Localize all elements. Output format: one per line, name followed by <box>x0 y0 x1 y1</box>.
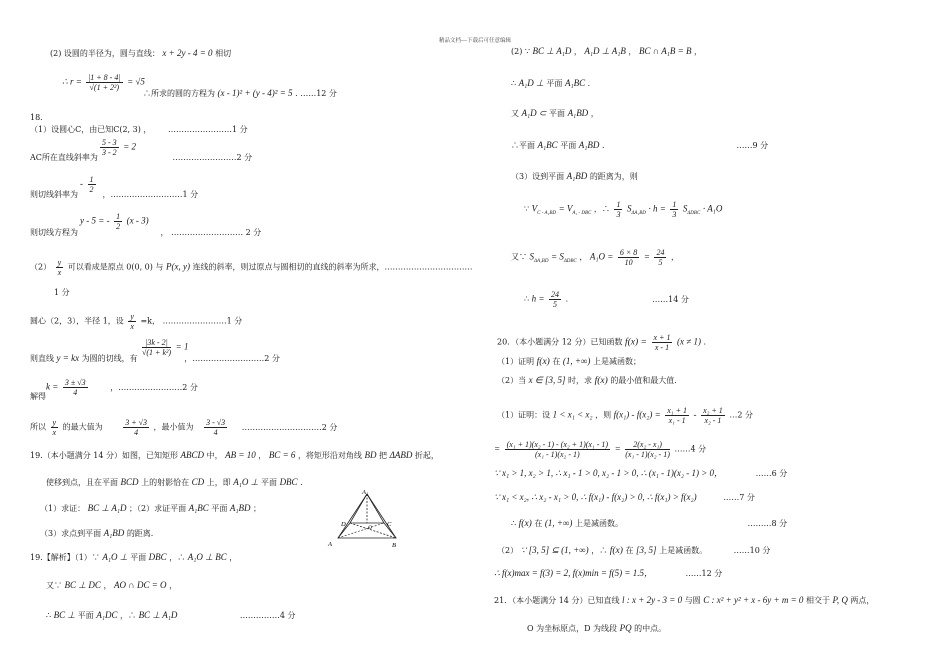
math: BC ⊥ A₁D <box>138 610 178 620</box>
math: BC ⊥ A₁D <box>87 503 127 513</box>
text: 又∵ <box>511 252 527 262</box>
text: 时，求 <box>568 376 593 385</box>
problem-21 <box>494 595 874 606</box>
problem-19-line2 <box>46 477 308 488</box>
text: 使移到点，且在平面 <box>46 478 118 487</box>
text: 两点， <box>850 596 875 605</box>
fraction: $\frac{1}{3}$ <box>616 200 621 219</box>
math: A₁DC <box>96 610 118 620</box>
text: ，最小值为 <box>153 422 194 432</box>
math: C - A₁BD <box>537 211 557 217</box>
text: 上的射影恰在 <box>141 478 190 487</box>
math: A₁O ⊥ <box>233 477 259 487</box>
math: BC = 6 <box>268 450 296 460</box>
math: (1, +∞) <box>544 518 573 528</box>
text: 又 <box>511 109 519 118</box>
math: y - 5 = - <box>80 215 110 226</box>
text: ，∴ <box>591 546 608 555</box>
text: 则切线斜率为 <box>30 190 78 199</box>
math: (1, +∞) <box>562 356 591 366</box>
math: A₁BD <box>229 503 251 513</box>
text: （3）求点到平面 <box>40 529 102 538</box>
line-max-min <box>30 418 337 437</box>
math: AB = 10 <box>225 450 256 460</box>
score-note: ，………………………2 分 <box>184 354 280 363</box>
math: DBC <box>279 477 298 487</box>
math: ΔA₁BD <box>631 211 646 217</box>
math: = 2 <box>123 141 137 152</box>
math: 1 < x₁ < x₂ <box>552 409 593 420</box>
text: 19.【解析】（1）∵ <box>30 553 100 562</box>
fraction: $\frac{\text{x₂ + 1}}{\text{x₂ - 1}}$ <box>703 406 723 425</box>
math: f(x₁) - f(x₂) = <box>613 409 661 420</box>
score-note: . ……12 分 <box>295 89 337 98</box>
fraction: $\frac{5 - 3}{3 - 2}$ <box>102 138 117 157</box>
text: ． <box>565 294 574 304</box>
math: A₁BD <box>578 140 600 150</box>
text: 相交于 <box>805 596 830 605</box>
text: 解得 <box>30 392 46 401</box>
text: 可以看成是原点 0(0, 0) 与 <box>67 262 164 272</box>
text: （1）设圆心C，由已知C(2, 3) ， <box>30 125 152 134</box>
r-line-3 <box>511 108 599 119</box>
r-line-5 <box>511 171 638 182</box>
math: ∵ [3, 5] ⊆ (1, +∞) <box>520 545 589 555</box>
math: A₁D ⊂ <box>521 108 547 118</box>
math: (x ≠ 1) <box>677 336 701 347</box>
label-b: B <box>392 542 396 549</box>
text: 平面 <box>261 478 278 487</box>
r-line-2 <box>511 78 596 89</box>
text: 平面 <box>130 553 147 562</box>
score-note: ，……………………2 分 <box>110 382 198 392</box>
math: A₁O = <box>589 251 614 262</box>
solution-20-part2 <box>497 545 770 556</box>
text: (2) ∵ <box>511 47 530 56</box>
score-note: …2 分 <box>729 410 753 420</box>
problem-19-q1-q2 <box>40 503 261 514</box>
solution-20-line1 <box>497 406 753 425</box>
fraction: $\frac{24}{5}$ <box>551 290 560 309</box>
fraction: $\frac{1}{2}$ <box>116 212 121 231</box>
fraction: $\frac{1}{2}$ <box>89 175 94 194</box>
line-circle-tangent <box>50 48 231 59</box>
math: A₁BC <box>537 140 558 150</box>
text: (2) 设圆的半径为，圆与直线： <box>50 49 160 58</box>
math: BCD <box>120 477 139 487</box>
fraction: $\frac{3 - √3}{4}$ <box>206 418 226 437</box>
fraction: $\frac{|1 + 8 - 4|}{\text{√(1 + 2²)}}$ <box>88 73 121 92</box>
text: 把 <box>379 451 388 460</box>
solution-20-line4 <box>494 492 755 503</box>
edge-a1-a <box>338 494 367 538</box>
math: (x - 3) <box>126 215 149 226</box>
text: ， <box>258 451 267 460</box>
text: 上是减函数。 <box>659 546 708 555</box>
fraction: $\frac{y}{x}$ <box>52 418 57 437</box>
score-note: ……………………1 分 <box>167 125 248 134</box>
text: （2）当 <box>497 376 527 385</box>
text: 21．（本小题满分 14 分）已知直线 <box>494 596 620 605</box>
text: 的距离为，则 <box>589 172 638 181</box>
line-tangent-slope <box>30 190 198 200</box>
score-note: ……4 分 <box>674 444 707 454</box>
math: BC ∩ A₁B = B <box>638 46 692 56</box>
math: A₁BD <box>103 528 125 538</box>
math: S <box>682 203 688 214</box>
text: ， <box>573 47 582 56</box>
math: h = <box>531 293 545 304</box>
r-line-area <box>511 248 679 267</box>
fraction: $\frac{3 \pm √3}{4}$ <box>64 378 86 397</box>
problem-number: 18. <box>30 113 43 122</box>
math: = √5 <box>127 76 145 87</box>
math: · A₁O <box>702 203 723 214</box>
score-note: ……10 分 <box>733 546 771 555</box>
text: （1）证明：设 <box>497 410 551 420</box>
score-note: ………8 分 <box>747 519 788 528</box>
math: f(x) <box>609 546 623 556</box>
edge-a1-b <box>367 494 396 538</box>
text: 连线的斜率，则过原点与圆相切的直线的斜率为所求，…………………………… <box>192 262 473 272</box>
text: 平面 <box>211 504 228 513</box>
text: ∴所求的圆的方程为 <box>143 89 215 98</box>
fraction: $\frac{\text{2(x₂ - x₁)}}{\text{(x₁ - 1)(x₂ - 1)}}$ <box>625 440 670 459</box>
text: 又∵ <box>46 581 62 590</box>
text: ∵ <box>524 204 530 214</box>
fraction: $\frac{3 + √3}{4}$ <box>125 418 147 437</box>
math: = V <box>558 203 573 214</box>
problem-20-q2 <box>497 375 682 386</box>
solution-20-line3 <box>494 468 787 479</box>
text: ， <box>694 47 703 56</box>
text: ∴ <box>511 519 517 528</box>
pyramid-figure <box>318 488 418 560</box>
math: ΔABD <box>389 450 413 460</box>
math: A₁D ⊥ A₁B <box>584 46 626 56</box>
math: P(x, y) <box>165 261 190 272</box>
problem-21-line2 <box>527 623 666 634</box>
text: 所以 <box>30 422 46 432</box>
math: = S <box>551 251 564 262</box>
math: A₁D ⊥ <box>518 78 544 88</box>
math: ∵ x₁ > 1, x₂ > 1, ∴ x₁ - 1 > 0, x₂ - 1 > 0, ∴ (x₁ - 1)(x₂ - 1) > 0， <box>494 468 724 478</box>
text: ∴ <box>46 611 52 620</box>
problem-19-q3 <box>40 528 153 539</box>
math: = <box>494 443 501 454</box>
line-set-k <box>30 312 242 331</box>
math: f(x) <box>594 376 608 386</box>
edge-a1-c <box>367 494 384 523</box>
line-circle-equation <box>143 88 337 99</box>
text: 中， <box>206 451 223 460</box>
text: 则直线 <box>30 354 54 363</box>
math: = <box>614 443 621 454</box>
text: ， <box>229 553 238 562</box>
text: ， <box>628 47 637 56</box>
math: A₁O ⊥ BC <box>187 552 227 562</box>
math: = <box>643 251 650 262</box>
math: l : x + 2y - 3 = 0 <box>622 595 683 605</box>
math: ∴ r = <box>62 76 85 87</box>
text: =k， <box>140 316 161 326</box>
math: [3, 5] <box>636 545 657 555</box>
text: ∴ <box>511 79 517 88</box>
label-o: O <box>368 525 372 531</box>
score-note: ……14 分 <box>652 294 689 304</box>
line-center <box>30 125 248 135</box>
math: ∴ f(x)max = f(3) = 2, f(x)min = f(5) = 1.5， <box>494 568 653 578</box>
math: f(x) = <box>625 337 647 348</box>
line-tangent-condition <box>30 353 280 364</box>
text: 相切 <box>215 49 232 58</box>
score-note: ……………4 分 <box>239 611 296 620</box>
text: （1）求证： <box>40 504 86 513</box>
math: BC ⊥ A₁D <box>532 46 572 56</box>
math: A₁ - DBC <box>572 211 592 217</box>
label-a: A <box>328 541 332 548</box>
text: 在 <box>625 546 634 555</box>
text: 则切线方程为 <box>30 228 78 237</box>
math: y = kx <box>56 353 80 363</box>
problem-20-q1 <box>497 356 641 367</box>
text: 20．（本小题满分 12 分）已知函数 <box>497 337 623 347</box>
math: BD <box>364 450 377 460</box>
text: ，将矩形沿对角线 <box>297 451 362 460</box>
text: ． <box>587 79 596 88</box>
solution-19-line1 <box>30 552 237 563</box>
text: ， <box>169 581 178 590</box>
text: 上是减函数。 <box>574 519 623 528</box>
score-note: ……9 分 <box>736 141 769 150</box>
math: C : x² + y² + x - 6y + m = 0 <box>703 595 804 605</box>
text: （1）证明 <box>497 357 535 366</box>
score-note: ……6 分 <box>755 469 788 478</box>
fraction: $\frac{y}{x}$ <box>57 258 62 277</box>
line-radius <box>62 73 145 92</box>
text: 的距离. <box>126 529 154 538</box>
text: ． <box>703 337 712 347</box>
solution-20-line2 <box>494 440 706 459</box>
text: ；（2）求证平面 <box>129 504 187 513</box>
text: 19.（本小题满分 14 分）如图，已知矩形 <box>30 451 178 460</box>
edge-a1-d <box>350 494 367 523</box>
solution-19-line2 <box>46 580 177 591</box>
score-note: ……7 分 <box>723 493 755 502</box>
text: ． <box>601 141 610 150</box>
score-note: ……………………1 分 <box>162 316 243 326</box>
line-ac-slope <box>30 153 252 163</box>
text: 折起， <box>414 451 439 460</box>
score-note: 1 分 <box>54 288 70 297</box>
text: ， <box>579 252 588 262</box>
text: 上，即 <box>206 478 231 487</box>
problem-20 <box>497 333 712 352</box>
text: 为圆的切线，有 <box>81 354 138 363</box>
score-note: …………………………2 分 <box>241 422 338 432</box>
solution-19-line3 <box>46 610 296 621</box>
text: 在 <box>534 519 543 528</box>
math: A₁O ⊥ <box>102 552 128 562</box>
math: A₁BD <box>567 108 589 118</box>
text: ， <box>590 109 599 118</box>
math: · h = <box>648 203 666 214</box>
text: 的最小值和最大值． <box>610 376 683 385</box>
text: （2） <box>497 546 519 555</box>
fraction: $\frac{6 \times 8}{10}$ <box>619 248 638 267</box>
label-a1: A₁ <box>362 489 369 496</box>
problem-19 <box>30 450 439 461</box>
fraction: $\frac{x + 1}{x - 1}$ <box>653 333 671 352</box>
r-line-h <box>524 290 689 309</box>
math: A₁BD <box>566 171 588 181</box>
page-header: 精品文档---下载后可任意编辑 <box>439 38 511 44</box>
text: 与圆 <box>684 596 701 605</box>
fraction: $\frac{\text{x₁ + 1}}{\text{x₁ - 1}}$ <box>667 406 687 425</box>
math: P, Q <box>832 595 848 605</box>
score-note: ……………………2 分 <box>172 153 253 162</box>
fraction: $\frac{1}{3}$ <box>672 200 677 219</box>
fraction: $\frac{\text{(x₁ + 1)(x₂ - 1) - (x₂ + 1)(x₁ - 1)}}{\text{(x₁ - 1)(x₂ - 1)}}$ <box>506 440 609 459</box>
math: DBC <box>148 552 167 562</box>
text: AC所在直线斜率为 <box>30 153 98 162</box>
line-tangent-eq <box>30 228 261 238</box>
math: ΔDBC <box>687 211 701 217</box>
score-note: ， ……………………… 2 分 <box>160 228 262 237</box>
text: ，则 <box>595 410 612 420</box>
math: AO ∩ DC = O <box>113 580 167 590</box>
label-d: D <box>341 521 346 528</box>
score-note: ，………………………1 分 <box>102 190 199 199</box>
math: f(x) <box>536 357 550 367</box>
label-c: C <box>387 521 392 528</box>
fraction: $\frac{|3k - 2|}{\text{√(1 + k²)}}$ <box>142 338 172 357</box>
text: 的中点。 <box>634 624 667 633</box>
solution-20-line5 <box>511 518 787 529</box>
text: （3）设到平面 <box>511 172 565 181</box>
math: BC ⊥ DC <box>64 580 101 590</box>
r-line-4 <box>511 140 768 151</box>
r-line-volume <box>524 200 722 219</box>
math: = 1 <box>175 341 189 352</box>
text: （2） <box>30 262 52 272</box>
text: ∴平面 <box>511 141 535 150</box>
line-part2-intro <box>30 258 473 277</box>
math: A₁BC <box>564 78 586 88</box>
math: (x - 1)² + (y - 4)² = 5 <box>217 88 293 98</box>
score-note: ……12 分 <box>685 569 723 578</box>
math: x + 2y - 4 = 0 <box>162 48 213 58</box>
text: ， <box>670 252 679 262</box>
math: ∵ x₁ < x₂, ∴ x₂ - x₁ > 0, ∴ f(x₁) - f(x₂) > 0, ∴ f(x₁) > f(x₂) <box>494 492 697 502</box>
text: ， <box>103 581 112 590</box>
math: S <box>627 203 632 214</box>
math: ΔDBC <box>563 259 577 265</box>
text: ． <box>300 478 309 487</box>
text: 平面 <box>77 611 94 620</box>
math: x ∈ [3, 5] <box>528 375 566 385</box>
math: PQ <box>619 623 632 633</box>
math: ΔA₁BD <box>534 259 549 265</box>
solution-20-result <box>494 568 722 579</box>
text: ； <box>253 504 262 513</box>
fraction: $\frac{24}{5}$ <box>656 248 665 267</box>
text: 在 <box>552 357 561 366</box>
text: ，∴ <box>593 204 610 214</box>
text: ∴ <box>524 294 530 304</box>
r-line-1 <box>511 46 702 57</box>
text: 平面 <box>549 109 566 118</box>
math: A₁BC <box>188 503 209 513</box>
text: 上是减函数； <box>592 357 641 366</box>
text: 平面 <box>546 79 563 88</box>
text: ，∴ <box>120 611 137 620</box>
math: - <box>80 178 83 189</box>
text: O 为坐标原点，D 为线段 <box>527 624 618 633</box>
math: V <box>531 203 538 214</box>
line-k-value <box>46 378 198 397</box>
math: CD <box>191 477 205 487</box>
math: f(x) <box>518 519 532 529</box>
text: 圆心（2，3），半径 1，设 <box>30 316 124 326</box>
text: 平面 <box>560 141 577 150</box>
math: - <box>693 409 697 420</box>
math: S <box>529 251 535 262</box>
math: ABCD <box>180 450 205 460</box>
math: k = <box>46 381 59 392</box>
text: 的最大值为 <box>62 422 103 432</box>
text: ，∴ <box>169 553 186 562</box>
fraction: $\frac{y}{x}$ <box>130 312 134 331</box>
math: BC ⊥ <box>53 610 76 620</box>
